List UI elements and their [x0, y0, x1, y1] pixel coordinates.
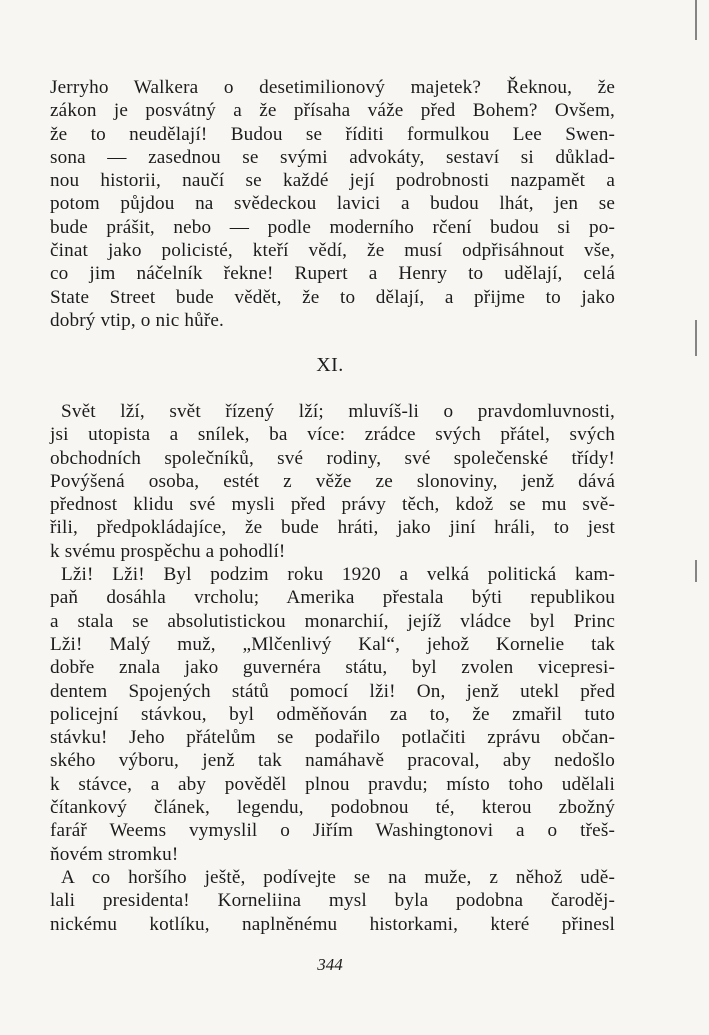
text-line: činat jako policisté, kteří vědí, že musí odpřisáhnout vše,	[50, 240, 615, 262]
text-block-bottom	[50, 400, 615, 936]
page-edge-mark	[695, 0, 697, 40]
text-line: a stala se absolutistickou monarchií, jejíž vládce byl Princ	[50, 610, 615, 632]
text-line: stávku! Jeho přátelům se podařilo potlačiti zprávu občan-	[50, 727, 615, 749]
text-line: policejní stávkou, byl odměňován za to, že zmařil tuto	[50, 703, 615, 725]
text-line: Lži! Malý muž, „Mlčenlivý Kal“, jehož Kornelie tak	[50, 633, 615, 655]
text-line: paň dosáhla vrcholu; Amerika přestala býti republikou	[50, 587, 615, 609]
text-line: k stávce, a aby pověděl plnou pravdu; místo toho udělali	[50, 773, 615, 795]
page-number: 344	[317, 955, 343, 974]
text-line: Povýšená osoba, estét z věže ze slonoviny, jenž dává	[50, 470, 615, 492]
text-line: čítankový článek, legendu, podobnou té, kterou zbožný	[50, 797, 615, 819]
text-line: State Street bude vědět, že to dělají, a přijme to jako	[50, 286, 615, 308]
text-line: Jerryho Walkera o desetimilionový majetek? Řeknou, že	[50, 77, 615, 98]
chapter-heading: XI.	[316, 354, 344, 376]
text-line: dobře znala jako guvernéra státu, byl zvolen vicepresi-	[50, 657, 615, 679]
text-line: přednost klidu své mysli před právy těch, kdož se mu svě-	[50, 494, 615, 516]
text-line: řili, předpokládajíce, že bude hráti, jako jiní hráli, to jest	[50, 517, 615, 539]
text-block-top	[50, 76, 615, 332]
text-line: zákon je posvátný a že přísaha váže před Bohem? Ovšem,	[50, 100, 615, 122]
text-line: co jim náčelník řekne! Rupert a Henry to udělají, celá	[50, 263, 615, 285]
text-line: nickému kotlíku, naplněnému historkami, které přinesl	[50, 913, 615, 935]
text-line: Lži! Lži! Byl podzim roku 1920 a velká politická kam-	[61, 564, 615, 586]
page-edge-mark	[695, 320, 697, 356]
text-line: Svět lží, svět řízený lží; mluvíš-li o pravdomluvnosti,	[61, 401, 615, 422]
text-line: lali presidenta! Korneliina mysl byla podobna čaroděj-	[50, 890, 615, 912]
text-line: farář Weems vymyslil o Jiřím Washingtonovi a o třeš-	[50, 820, 615, 842]
text-line: obchodních společníků, své rodiny, své společenské třídy!	[50, 447, 615, 469]
page-edge-mark	[695, 560, 697, 582]
text-line: bude prášit, nebo — podle moderního rčení budou si po-	[50, 216, 615, 238]
text-line: dentem Spojených států pomocí lži! On, jenž utekl před	[50, 680, 615, 702]
text-line: dobrý vtip, o nic hůře.	[50, 309, 224, 331]
text-line: nou historii, naučí se každé její podrobnosti nazpamět a	[50, 170, 615, 192]
text-line: A co horšího ještě, podívejte se na muže, z něhož udě-	[61, 866, 615, 888]
text-line: ského výboru, jenž tak namáhavě pracoval, aby nedošlo	[50, 750, 615, 772]
text-line: jsi utopista a snílek, ba více: zrádce svých přátel, svých	[50, 424, 615, 446]
text-line: že to neudělají! Budou se říditi formulkou Lee Swen-	[50, 123, 615, 145]
text-line: sona — zasednou se svými advokáty, sestaví si důklad-	[50, 146, 615, 168]
text-line: potom půjdou na svědeckou lavici a budou lhát, jen se	[50, 193, 615, 215]
text-line: ňovém stromku!	[50, 843, 179, 865]
text-line: k svému prospěchu a pohodlí!	[50, 540, 286, 562]
